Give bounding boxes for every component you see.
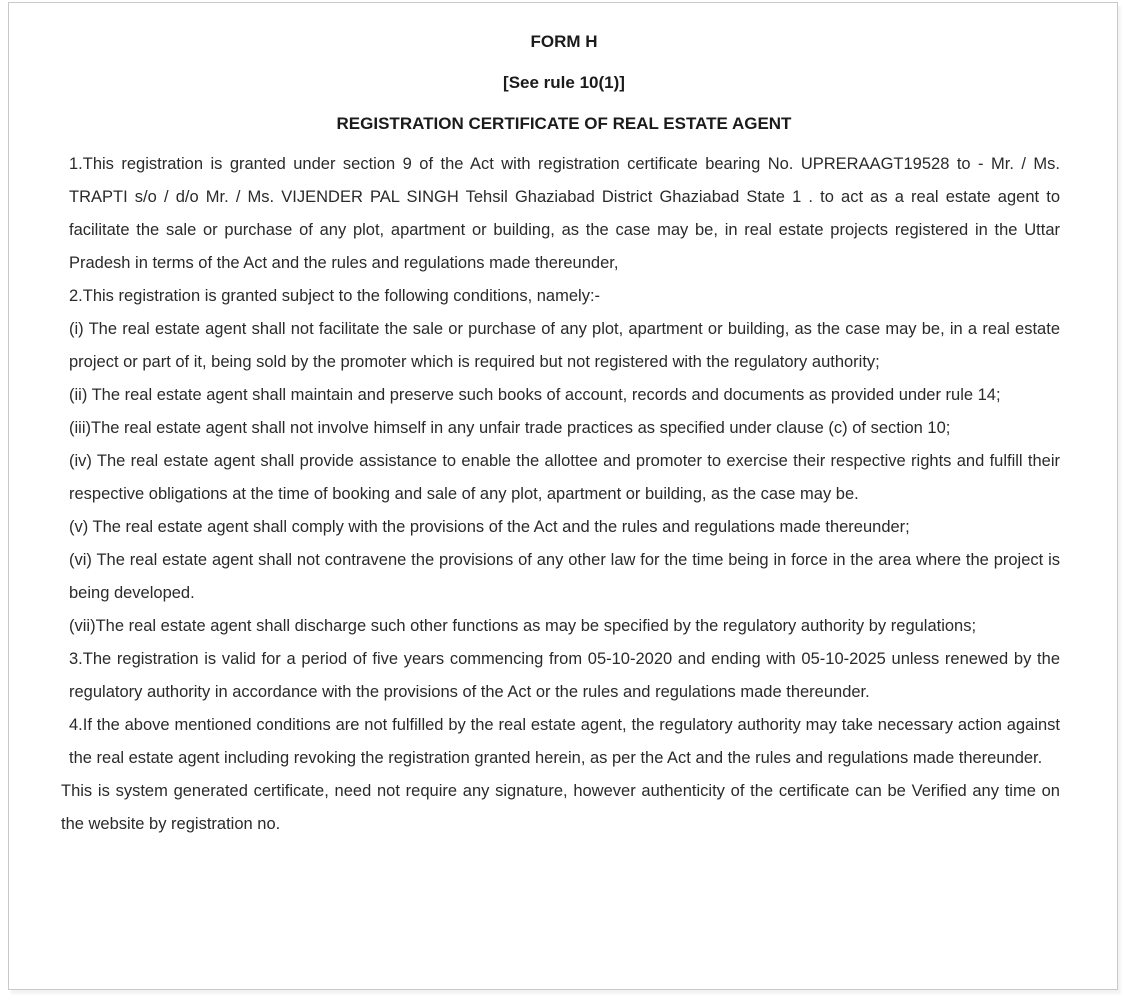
certificate-paragraph: (iii)The real estate agent shall not involve himself in any unfair trade practices as specified under clause (c) of section 10;: [69, 419, 951, 437]
certificate-paragraph: (vi) The real estate agent shall not contravene the provisions of any other law for the time being in force in the area where the project is being developed.: [69, 551, 1060, 602]
form-title: FORM H: [530, 32, 598, 51]
certificate-heading: REGISTRATION CERTIFICATE OF REAL ESTATE AGENT: [336, 114, 792, 133]
certificate-page: [8, 2, 1118, 990]
footer-note: This is system generated certificate, need not require any signature, however authenticity of the certificate can be Verified any time on the website by registration no.: [61, 782, 1060, 833]
certificate-paragraph: 2.This registration is granted subject to the following conditions, namely:-: [69, 287, 601, 305]
certificate-paragraph: (vii)The real estate agent shall discharge such other functions as may be specified by the regulatory authority by regulations;: [69, 617, 977, 635]
certificate-paragraph: 4.If the above mentioned conditions are not fulfilled by the real estate agent, the regulatory authority may take necessary action against the real estate agent including revoking the registration granted herein, as per the Act and the rules and regulations made thereunder.: [69, 716, 1060, 767]
certificate-paragraph: 3.The registration is valid for a period of five years commencing from 05-10-2020 and ending with 05-10-2025 unless renewed by the regulatory authority in accordance with the provisions of the Act or the rules and regulations made thereunder.: [69, 650, 1060, 701]
certificate-body: [61, 148, 1067, 775]
rule-reference: [See rule 10(1)]: [503, 73, 625, 92]
certificate-paragraph: (i) The real estate agent shall not facilitate the sale or purchase of any plot, apartment or building, as the case may be, in a real estate project or part of it, being sold by the promoter which is required but not registered with the regulatory authority;: [69, 320, 1060, 371]
certificate-paragraph: 1.This registration is granted under section 9 of the Act with registration certificate bearing No. UPRERAAGT19528 to - Mr. / Ms. TRAPTI s/o / d/o Mr. / Ms. VIJENDER PAL SINGH Tehsil Ghaziabad District Ghaziabad State 1 . to act as a real estate agent to facilitate the sale or purchase of any plot, apartment or building, as the case may be, in real estate projects registered in the Uttar Pradesh in terms of the Act and the rules and regulations made thereunder,: [69, 155, 1060, 272]
certificate-header: [61, 21, 1067, 144]
certificate-paragraph: (iv) The real estate agent shall provide assistance to enable the allottee and promoter to exercise their respective rights and fulfill their respective obligations at the time of booking and sale of any plot, apartment or building, as the case may be.: [69, 452, 1060, 503]
certificate-paragraph: (ii) The real estate agent shall maintain and preserve such books of account, records and documents as provided under rule 14;: [69, 386, 1001, 404]
certificate-paragraph: (v) The real estate agent shall comply with the provisions of the Act and the rules and regulations made thereunder;: [69, 518, 910, 536]
